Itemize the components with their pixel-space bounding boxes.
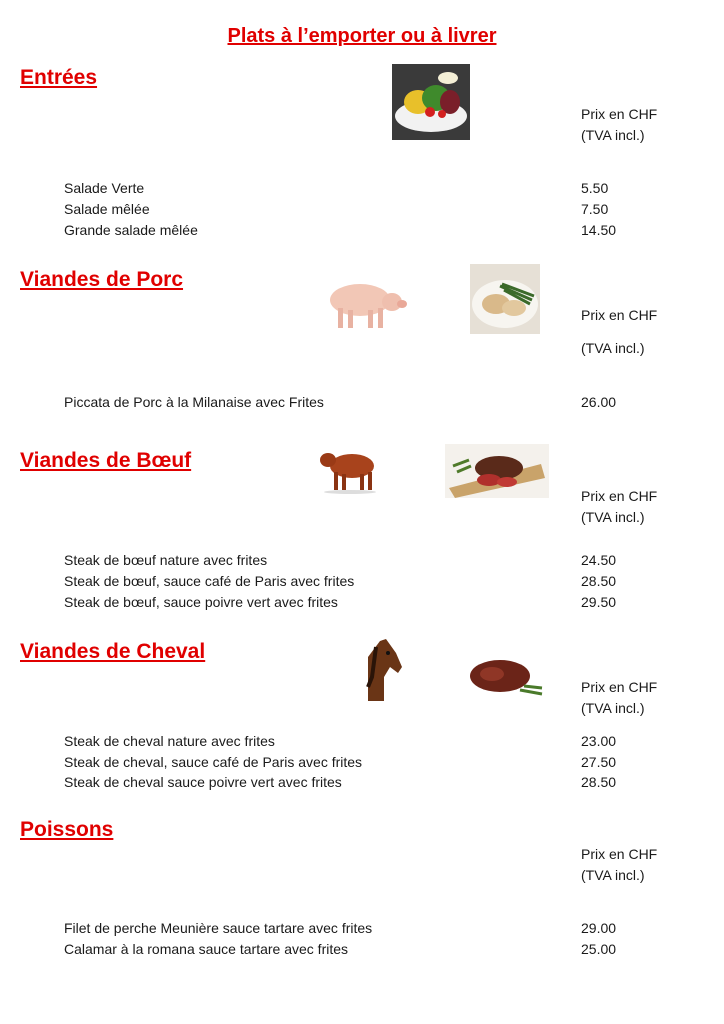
menu-item-name: Grande salade mêlée: [64, 222, 198, 238]
menu-item-price: 27.50: [581, 754, 617, 770]
menu-item-price: 7.50: [581, 201, 609, 217]
menu-item-name: Steak de bœuf nature avec frites: [64, 552, 268, 568]
price-header: [581, 104, 657, 146]
menu-item-name: Steak de bœuf, sauce poivre vert avec frites: [64, 594, 338, 610]
price-header-currency: Prix en CHF: [581, 106, 658, 122]
section-title-cheval: Viandes de Cheval: [20, 640, 206, 663]
menu-item-name: Salade Verte: [64, 180, 145, 196]
menu-item-price: 5.50: [581, 180, 609, 196]
price-header-vat: (TVA incl.): [581, 700, 645, 716]
salad-photo: [392, 64, 470, 140]
bull-photo: [318, 444, 382, 494]
price-header: [581, 486, 657, 528]
menu-item-name: Steak de cheval nature avec frites: [64, 733, 275, 749]
section-title-boeuf: Viandes de Bœuf: [20, 449, 192, 472]
horse-photo: [362, 637, 406, 701]
menu-item-price: 23.00: [581, 733, 617, 749]
menu-item-name: Filet de perche Meunière sauce tartare avec frites: [64, 920, 373, 936]
section-title-poissons: Poissons: [20, 818, 114, 841]
section-title-entrees: Entrées: [20, 66, 98, 89]
menu-item-price: 29.00: [581, 920, 617, 936]
menu-item-price: 26.00: [581, 394, 617, 410]
menu-item-price: 28.50: [581, 573, 617, 589]
price-header-vat: (TVA incl.): [581, 127, 645, 143]
section-title-porc: Viandes de Porc: [20, 268, 184, 291]
price-header-vat: (TVA incl.): [581, 340, 645, 356]
menu-item-price: 14.50: [581, 222, 617, 238]
price-header: [581, 677, 657, 719]
menu-item-name: Steak de cheval sauce poivre vert avec frites: [64, 774, 342, 790]
pork-dish-photo: [470, 264, 540, 334]
horse-meat-photo: [462, 654, 546, 700]
menu-item-price: 25.00: [581, 941, 617, 957]
price-header-currency: Prix en CHF: [581, 679, 658, 695]
page-title: Plats à l’emporter ou à livrer: [227, 25, 497, 47]
pig-photo: [320, 272, 408, 332]
roast-beef-photo: [445, 444, 549, 498]
menu-item-name: Calamar à la romana sauce tartare avec frites: [64, 941, 349, 957]
menu-item-price: 28.50: [581, 774, 617, 790]
menu-item-name: Salade mêlée: [64, 201, 150, 217]
price-header: [581, 305, 657, 326]
menu-item-name: Steak de bœuf, sauce café de Paris avec frites: [64, 573, 355, 589]
price-header-currency: Prix en CHF: [581, 488, 658, 504]
menu-item-name: Steak de cheval, sauce café de Paris avec frites: [64, 754, 363, 770]
price-header-vat: (TVA incl.): [581, 867, 645, 883]
price-header-vat: (TVA incl.): [581, 509, 645, 525]
price-header-currency: Prix en CHF: [581, 307, 658, 323]
menu-item-price: 29.50: [581, 594, 617, 610]
price-header: [581, 844, 657, 886]
menu-item-name: Piccata de Porc à la Milanaise avec Frites: [64, 394, 324, 410]
menu-item-price: 24.50: [581, 552, 617, 568]
price-header: [581, 338, 645, 359]
price-header-currency: Prix en CHF: [581, 846, 658, 862]
